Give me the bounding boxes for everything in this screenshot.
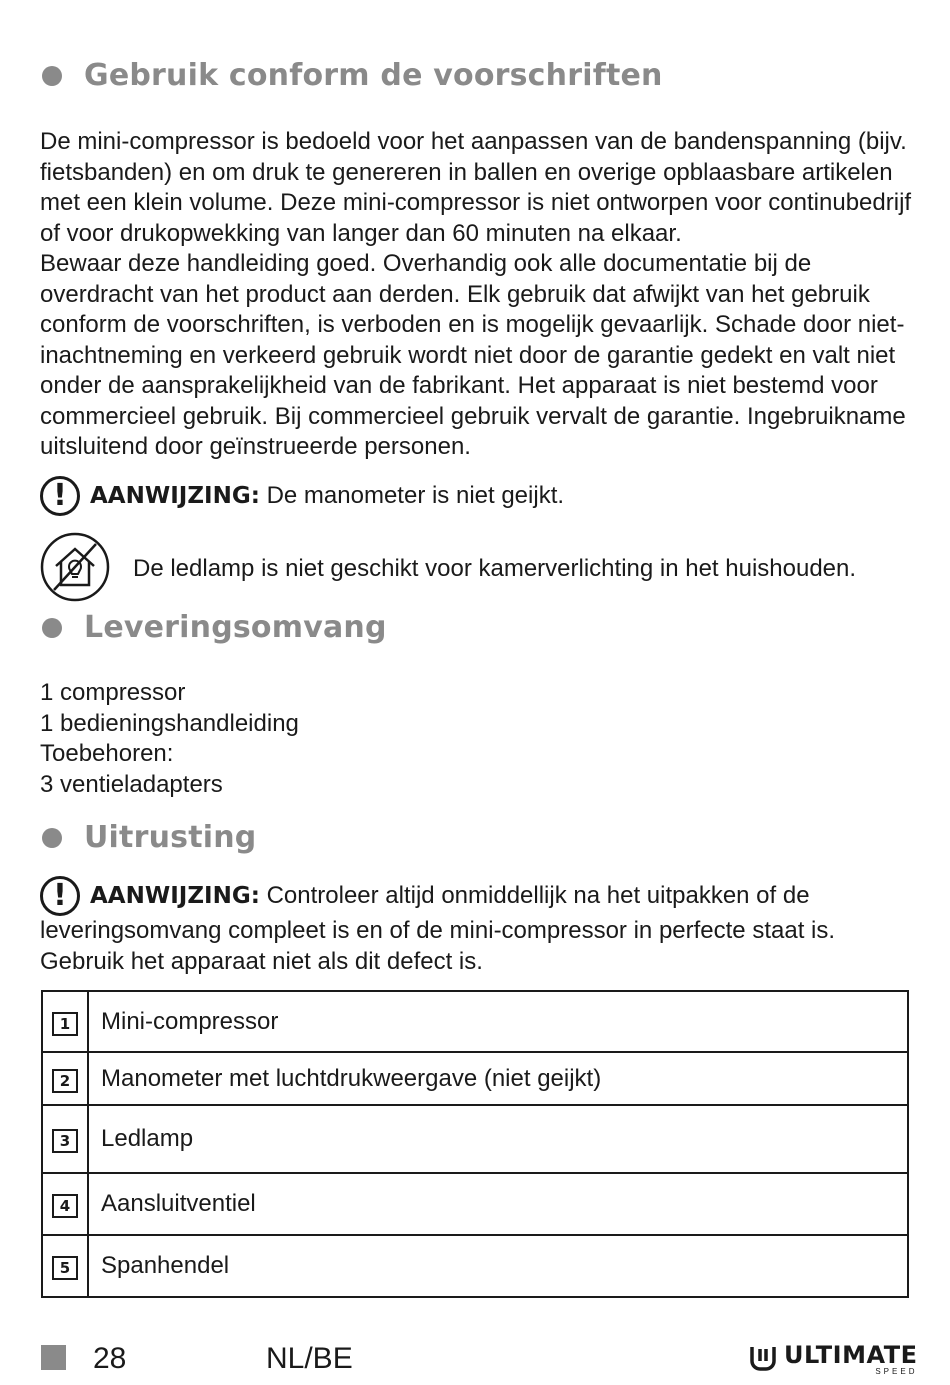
table-row xyxy=(42,991,908,1052)
use-paragraph-2: Bewaar deze handleiding goed. Overhandig ook alle documentatie bij de overdracht van het product aan derden. Elk gebruik dat afwijkt van het gebruik conform de voorschriften, is verboden en is mogelijk gevaarlijk. Schade door niet-inachtneming en verkeerd gebruik wordt niet door de garantie gedekt en valt niet onder de aansprakelijkheid van de fabrikant. Het apparaat is niet bestemd voor commercieel gebruik. Bij commercieel gebruik vervalt de garantie. Ingebruikname uitsluitend door geïnstrueerde personen. xyxy=(40,250,906,460)
list-item: 3 ventieladapters xyxy=(40,770,223,798)
language-code: NL/BE xyxy=(266,1342,353,1375)
parts-table xyxy=(41,990,909,1298)
note-text: Controleer altijd onmiddellijk na het uitpakken of de leveringsomvang compleet is en of de mini-compressor in perfecte staat is. Gebruik het apparaat niet als dit defect is. xyxy=(40,882,836,975)
note-text: De manometer is niet geijkt. xyxy=(259,482,565,509)
brand-name: ULTIMATE xyxy=(784,1341,918,1369)
bullet-icon xyxy=(42,66,62,86)
list-item: Toebehoren: xyxy=(40,740,174,767)
part-number: 3 xyxy=(52,1129,78,1153)
warning-icon: ! xyxy=(40,476,80,516)
part-name: Ledlamp xyxy=(88,1105,908,1173)
section-title: Leveringsomvang xyxy=(84,610,387,645)
page-number: 28 xyxy=(93,1342,127,1375)
note-label: AANWIJZING: xyxy=(90,883,260,909)
part-number: 4 xyxy=(52,1194,78,1218)
use-paragraph xyxy=(40,127,920,463)
use-paragraph-1: De mini-compressor is bedoeld voor het aanpassen van de bandenspanning (bijv. fietsbanden) en om druk te genereren in ballen en overige opblaasbare artikelen met een klein volume. Deze mini-compressor is niet ontworpen voor continubedrijf of voor drukopwekking van langer dan 60 minuten na elkaar. xyxy=(40,128,912,247)
part-name: Mini-compressor xyxy=(88,991,908,1052)
table-row xyxy=(42,1173,908,1235)
bullet-icon xyxy=(42,828,62,848)
list-item: 1 bedieningshandleiding xyxy=(40,709,299,737)
section-title: Gebruik conform de voorschriften xyxy=(84,58,663,93)
part-name: Spanhendel xyxy=(88,1235,908,1297)
footer-square-icon xyxy=(41,1345,66,1370)
brand-mark-icon xyxy=(748,1343,778,1373)
led-note: De ledlamp is niet geschikt voor kamerverlichting in het huishouden. xyxy=(133,555,857,582)
warning-icon: ! xyxy=(40,876,80,916)
part-number: 1 xyxy=(52,1012,78,1036)
part-name: Manometer met luchtdrukweergave (niet geijkt) xyxy=(88,1052,908,1105)
bullet-icon xyxy=(42,618,62,638)
delivery-list xyxy=(40,678,299,800)
table-row xyxy=(42,1235,908,1297)
part-number: 2 xyxy=(52,1069,78,1093)
section-heading-use xyxy=(42,58,663,93)
section-heading-equipment xyxy=(42,820,256,855)
ultimate-speed-logo xyxy=(748,1343,917,1376)
brand-sub: SPEED xyxy=(875,1367,918,1376)
part-number: 5 xyxy=(52,1256,78,1280)
part-name: Aansluitventiel xyxy=(88,1173,908,1235)
table-row xyxy=(42,1052,908,1105)
section-heading-delivery xyxy=(42,610,387,645)
note-manometer xyxy=(40,476,920,516)
note-check-delivery xyxy=(40,876,920,977)
list-item: 1 compressor xyxy=(40,679,186,706)
section-title: Uitrusting xyxy=(84,820,257,855)
no-room-lighting-icon xyxy=(40,532,110,602)
note-label: AANWIJZING: xyxy=(90,483,260,509)
table-row xyxy=(42,1105,908,1173)
